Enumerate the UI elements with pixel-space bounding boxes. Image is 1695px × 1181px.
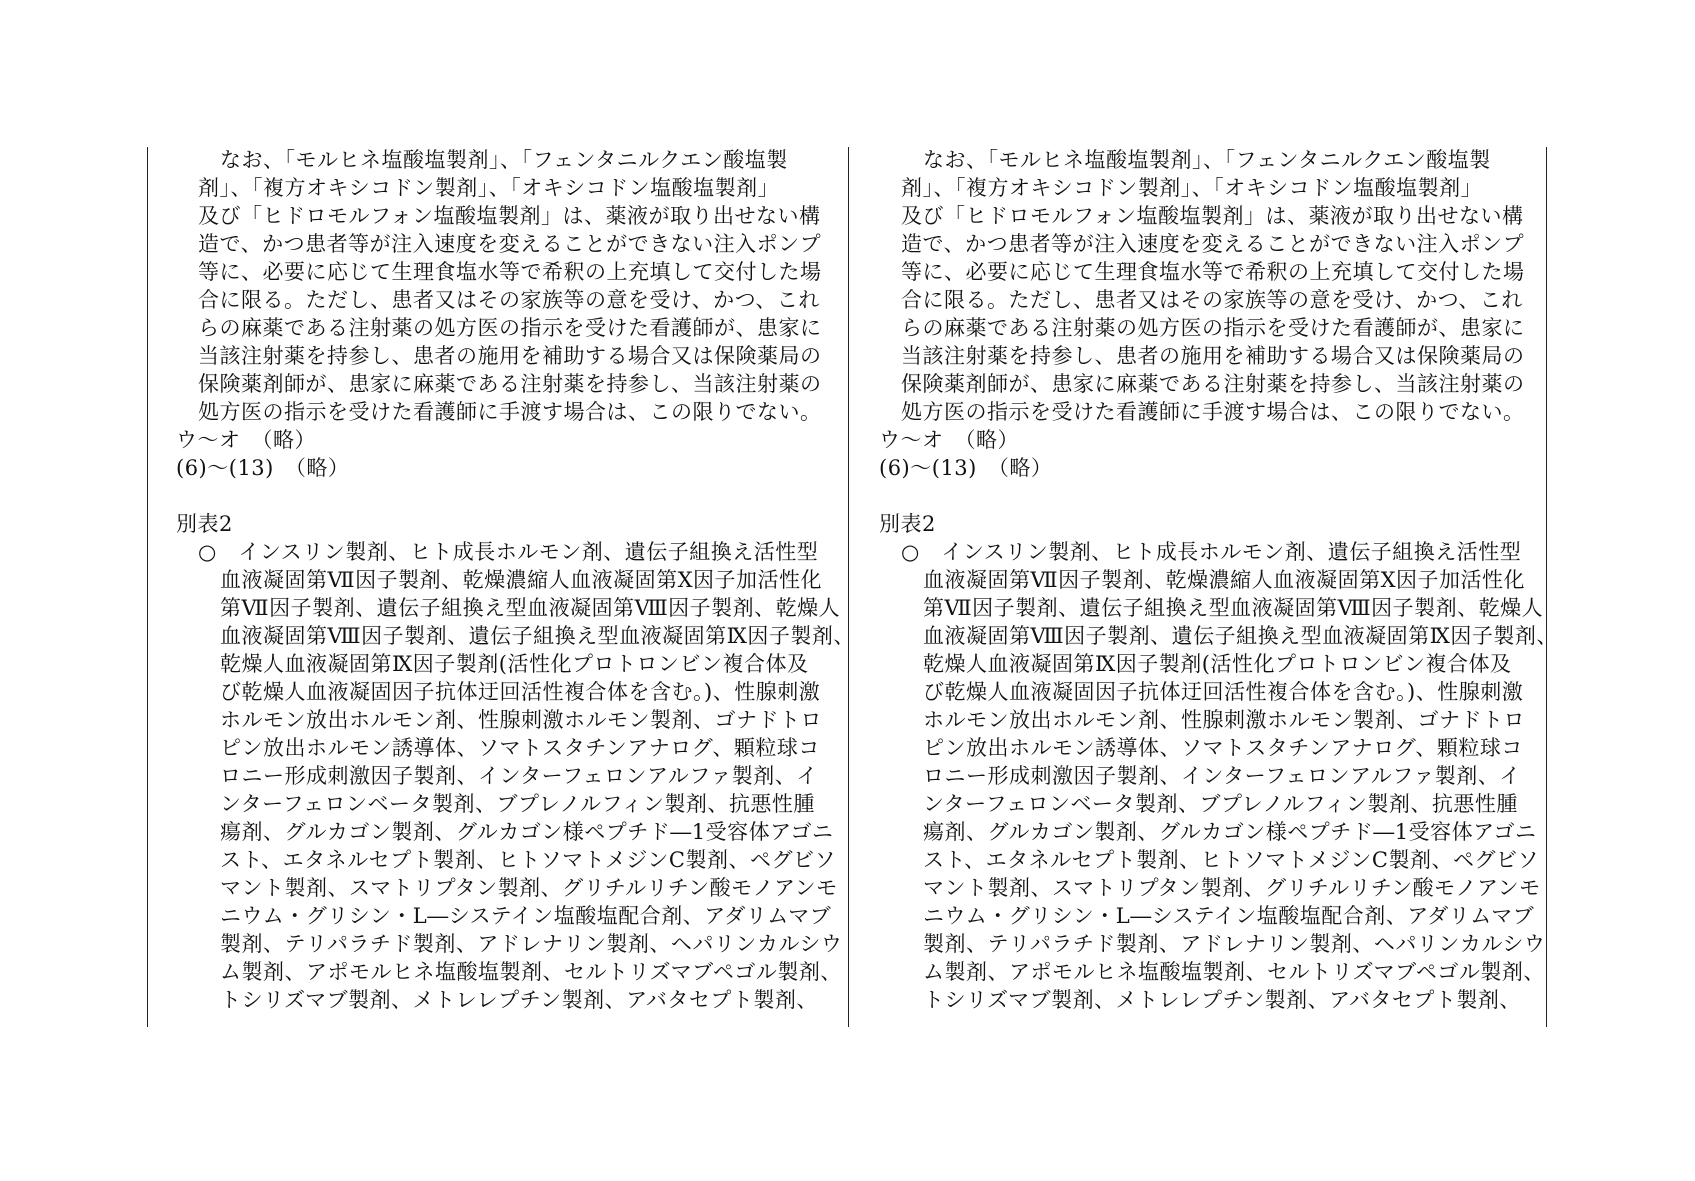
appendix-2-item-line: 瘍剤、グルカゴン製剤、グルカゴン様ペプチド―1受容体アゴニ xyxy=(220,820,834,844)
appendix-2-item-line: スト、エタネルセプト製剤、ヒトソマトメジンC製剤、ペグビソ xyxy=(923,848,1539,872)
note-paragraph-line: なお、「モルヒネ塩酸塩製剤」、「フェンタニルクエン酸塩製 xyxy=(923,148,1491,172)
appendix-2-item-line: 血液凝固第Ⅷ因子製剤、遺伝子組換え型血液凝固第Ⅸ因子製剤、 xyxy=(923,624,1558,648)
note-paragraph-line: 等に、必要に応じて生理食塩水等で希釈の上充填して交付した場 xyxy=(198,260,822,284)
appendix-2-item-line: ニウム・グリシン・L―システイン塩酸塩配合剤、アダリムマブ xyxy=(220,904,832,928)
appendix-2-item-line: ンターフェロンベータ製剤、ブプレノルフィン製剤、抗悪性腫 xyxy=(923,792,1518,816)
appendix-2-item-line: 乾燥人血液凝固第Ⅸ因子製剤(活性化プロトロンビン複合体及 xyxy=(923,652,1512,676)
appendix-2-item-line: トシリズマブ製剤、メトレレプチン製剤、アバタセプト製剤、 xyxy=(220,988,818,1012)
appendix-2-item-line: ロニー形成刺激因子製剤、インターフェロンアルファ製剤、イ xyxy=(220,764,818,788)
column-divider-line xyxy=(848,147,849,1027)
appendix-2-item-line: ム製剤、アポモルヒネ塩酸塩製剤、セルトリズマブペゴル製剤、 xyxy=(923,960,1545,984)
appendix-2-item-line: 製剤、テリパラチド製剤、アドレナリン製剤、ヘパリンカルシウ xyxy=(220,932,843,956)
note-paragraph-line: 及び「ヒドロモルフォン塩酸塩製剤」は、薬液が取り出せない構 xyxy=(198,204,821,228)
note-paragraph-line: 処方医の指示を受けた看護師に手渡す場合は、この限りでない。 xyxy=(901,400,1525,424)
appendix-2-item-line: 血液凝固第Ⅶ因子製剤、乾燥濃縮人血液凝固第Ⅹ因子加活性化 xyxy=(923,568,1526,592)
note-paragraph-line: 保険薬剤師が、患家に麻薬である注射薬を持参し、当該注射薬の xyxy=(198,372,822,396)
appendix-2-item-line: 瘍剤、グルカゴン製剤、グルカゴン様ペプチド―1受容体アゴニ xyxy=(923,820,1537,844)
appendix-2-heading: 別表2 xyxy=(879,512,936,536)
appendix-2-item-line: ○ インスリン製剤、ヒト成長ホルモン剤、遺伝子組換え活性型 xyxy=(901,540,1522,564)
appendix-2-item-line: ンターフェロンベータ製剤、ブプレノルフィン製剤、抗悪性腫 xyxy=(220,792,815,816)
appendix-2-item-line: ピン放出ホルモン誘導体、ソマトスタチンアナログ、顆粒球コ xyxy=(923,736,1523,760)
appendix-2-item-line: スト、エタネルセプト製剤、ヒトソマトメジンC製剤、ペグビソ xyxy=(220,848,836,872)
appendix-2-item-line: ○ インスリン製剤、ヒト成長ホルモン剤、遺伝子組換え活性型 xyxy=(198,540,819,564)
note-paragraph-line: らの麻薬である注射薬の処方医の指示を受けた看護師が、患家に xyxy=(198,316,822,340)
appendix-2-item-line: ホルモン放出ホルモン剤、性腺刺激ホルモン製剤、ゴナドトロ xyxy=(923,708,1525,732)
section-u-o-omitted: ウ～オ （略） xyxy=(879,428,1019,452)
appendix-2-item-line: マント製剤、スマトリプタン製剤、グリチルリチン酸モノアンモ xyxy=(220,876,838,900)
note-paragraph-line: 剤」、「複方オキシコドン製剤」、「オキシコドン塩酸塩製剤」 xyxy=(901,176,1483,200)
note-paragraph-line: 合に限る。ただし、患者又はその家族等の意を受け、かつ、これ xyxy=(901,288,1523,312)
appendix-2-item-line: トシリズマブ製剤、メトレレプチン製剤、アバタセプト製剤、 xyxy=(923,988,1521,1012)
appendix-2-item-line: 血液凝固第Ⅶ因子製剤、乾燥濃縮人血液凝固第Ⅹ因子加活性化 xyxy=(220,568,823,592)
note-paragraph-line: 合に限る。ただし、患者又はその家族等の意を受け、かつ、これ xyxy=(198,288,820,312)
appendix-2-item-line: マント製剤、スマトリプタン製剤、グリチルリチン酸モノアンモ xyxy=(923,876,1541,900)
appendix-2-item-line: 血液凝固第Ⅷ因子製剤、遺伝子組換え型血液凝固第Ⅸ因子製剤、 xyxy=(220,624,855,648)
note-paragraph-line: らの麻薬である注射薬の処方医の指示を受けた看護師が、患家に xyxy=(901,316,1525,340)
note-paragraph-line: なお、「モルヒネ塩酸塩製剤」、「フェンタニルクエン酸塩製 xyxy=(220,148,788,172)
note-paragraph-line: 保険薬剤師が、患家に麻薬である注射薬を持参し、当該注射薬の xyxy=(901,372,1525,396)
appendix-2-item-line: 第Ⅶ因子製剤、遺伝子組換え型血液凝固第Ⅷ因子製剤、乾燥人 xyxy=(220,596,841,620)
appendix-2-item-line: ニウム・グリシン・L―システイン塩酸塩配合剤、アダリムマブ xyxy=(923,904,1535,928)
appendix-2-item-line: ロニー形成刺激因子製剤、インターフェロンアルファ製剤、イ xyxy=(923,764,1521,788)
note-paragraph-line: 剤」、「複方オキシコドン製剤」、「オキシコドン塩酸塩製剤」 xyxy=(198,176,780,200)
section-u-o-omitted: ウ～オ （略） xyxy=(176,428,316,452)
appendix-2-item-line: び乾燥人血液凝固因子抗体迂回活性複合体を含む。)、性腺刺激 xyxy=(923,680,1524,704)
appendix-2-item-line: 第Ⅶ因子製剤、遺伝子組換え型血液凝固第Ⅷ因子製剤、乾燥人 xyxy=(923,596,1544,620)
note-paragraph-line: 造で、かつ患者等が注入速度を変えることができない注入ポンプ xyxy=(198,232,822,256)
appendix-2-item-line: ム製剤、アポモルヒネ塩酸塩製剤、セルトリズマブペゴル製剤、 xyxy=(220,960,842,984)
note-paragraph-line: 及び「ヒドロモルフォン塩酸塩製剤」は、薬液が取り出せない構 xyxy=(901,204,1524,228)
note-paragraph-line: 当該注射薬を持参し、患者の施用を補助する場合又は保険薬局の xyxy=(198,344,822,368)
appendix-2-heading: 別表2 xyxy=(176,512,233,536)
appendix-2-item-line: 乾燥人血液凝固第Ⅸ因子製剤(活性化プロトロンビン複合体及 xyxy=(220,652,809,676)
note-paragraph-line: 処方医の指示を受けた看護師に手渡す場合は、この限りでない。 xyxy=(198,400,822,424)
right-border-line xyxy=(1546,147,1547,1027)
section-6-13-omitted: (6)～(13) （略） xyxy=(879,456,1053,480)
note-paragraph-line: 当該注射薬を持参し、患者の施用を補助する場合又は保険薬局の xyxy=(901,344,1525,368)
note-paragraph-line: 造で、かつ患者等が注入速度を変えることができない注入ポンプ xyxy=(901,232,1525,256)
note-paragraph-line: 等に、必要に応じて生理食塩水等で希釈の上充填して交付した場 xyxy=(901,260,1525,284)
appendix-2-item-line: ピン放出ホルモン誘導体、ソマトスタチンアナログ、顆粒球コ xyxy=(220,736,820,760)
appendix-2-item-line: び乾燥人血液凝固因子抗体迂回活性複合体を含む。)、性腺刺激 xyxy=(220,680,821,704)
appendix-2-item-line: 製剤、テリパラチド製剤、アドレナリン製剤、ヘパリンカルシウ xyxy=(923,932,1546,956)
section-6-13-omitted: (6)～(13) （略） xyxy=(176,456,350,480)
appendix-2-item-line: ホルモン放出ホルモン剤、性腺刺激ホルモン製剤、ゴナドトロ xyxy=(220,708,822,732)
left-border-line xyxy=(147,147,148,1027)
